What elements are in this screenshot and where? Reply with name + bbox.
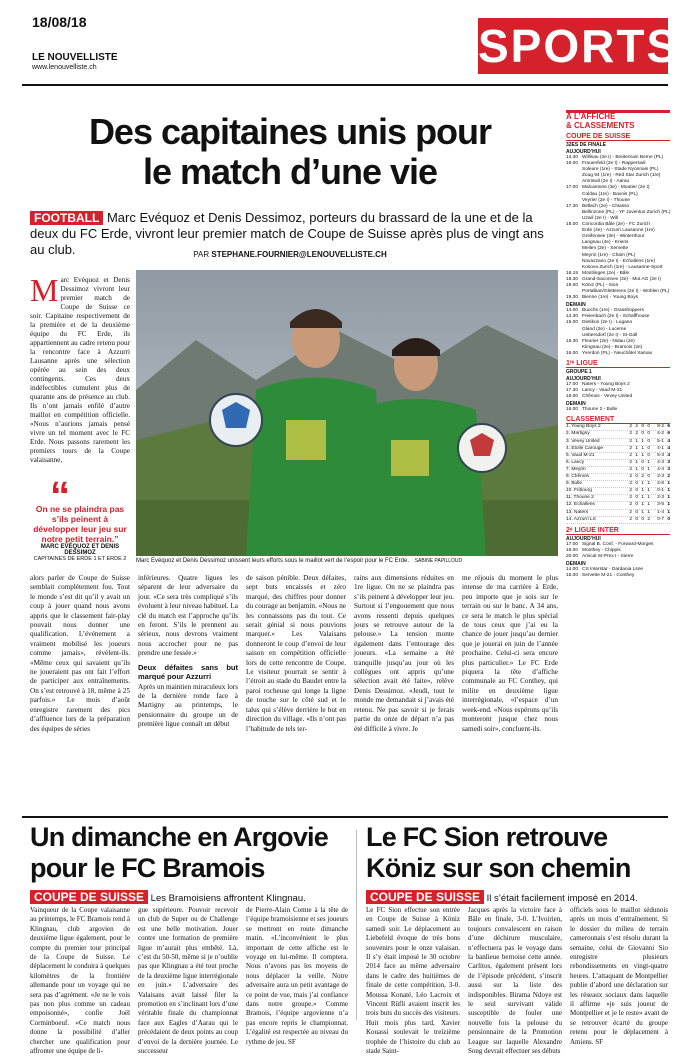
standings-games: 2 [629, 495, 632, 501]
drop-cap: M [30, 272, 59, 308]
cup-heading: COUPE DE SUISSE [566, 133, 670, 141]
standings-goal-record: 5-3 [657, 452, 664, 458]
standings-draws: 0 [641, 516, 644, 522]
fixture-match: Bellach (2e) - Chiasso [582, 203, 630, 209]
player-right-jersey [346, 399, 486, 556]
story1-headline [30, 822, 348, 884]
header-rule [22, 84, 668, 86]
fixture-match: Frauenfeld (2e I) - Rapperswil [582, 161, 646, 167]
standings-losses: 1 [647, 495, 650, 501]
standings-goal-record: 3-5 [657, 502, 664, 508]
league2-tomorrow-list [566, 567, 670, 579]
standings-points: 1 [667, 495, 670, 501]
article-subheading: Deux défaites sans but marqué pour Azzurri [138, 662, 238, 681]
quote-author-role: CAPITAINES DE ERDE 1 ET ERDE 2 [33, 556, 127, 562]
standings-draws: 0 [641, 466, 644, 472]
fixture-match: Coldau (1re) - Bavois (PL) [582, 191, 638, 197]
fixture-time: 16.00 [566, 161, 579, 167]
kicker-badge: FOOTBALL [30, 211, 103, 225]
standings-team-name: 10. Fribourg [566, 488, 592, 494]
standings-draws: 1 [641, 452, 644, 458]
fixture-match: Gland (2e) - Lucerne [582, 326, 627, 332]
standings-wins: 0 [635, 481, 638, 487]
story1-headline-line-1: Un dimanche en Argovie [30, 822, 328, 852]
story1-kicker [30, 890, 348, 904]
standings-losses: 0 [647, 424, 650, 430]
fixture-match: Buochs (1re) - Grasshoppers [582, 308, 644, 314]
fixture-time: 15.00 [566, 320, 579, 326]
standings-points: 6 [667, 431, 670, 437]
headline-line-1: Des capitaines unis pour [88, 111, 492, 152]
fixture-match: Montlingen (2e) - Bâle [582, 270, 630, 276]
standings-losses: 0 [647, 452, 650, 458]
fixture-time: 14.00 [566, 308, 579, 314]
fixture-match: Portalban/Gletterens (2e I) - Wohlen (PL) [582, 289, 670, 295]
fixture-match: Greifensee (3e) - Winterthour [582, 234, 645, 240]
newspaper-website[interactable]: www.lenouvelliste.ch [32, 64, 97, 71]
standings-row [566, 431, 670, 438]
story2-column-2: Jacques après la victoire face à Bâle en finale, 3-0. L’Ivoirien, toujours convalescent en raison d’une déchirure musculaire, n’effectuera pas le voyage dans la banlieue bernoise cette année. Carlitos, également présent lors de l’épisode précédent, s’inscrit aussi sur la liste des indisponibles. Birama Ndoye est le seul survivant valide susceptible de fouler une nouvelle fois la pelouse du pensionnaire de la Promotion League sur laquelle Alexandre Song devrait effectuer ses débuts [468, 906, 562, 1056]
fixture-row [566, 407, 670, 413]
fixture-match: Willisau (2e I) - Breitenrain Berne (PL) [582, 155, 664, 160]
standings-row [566, 453, 670, 460]
standings-team-name: 3. Vevey United [566, 438, 600, 444]
photo-caption [136, 558, 558, 564]
standings-losses: 1 [647, 488, 650, 494]
standings-goal-record: 4-1 [657, 445, 664, 451]
pull-quote: On ne se plaindra pas s’ils peinent à développer leur jeu sur notre petit terrain.” [33, 504, 127, 544]
standings-games: 2 [629, 459, 632, 465]
story2-badge: COUPE DE SUISSE [366, 890, 484, 904]
standings-games: 2 [629, 474, 632, 480]
fixture-time: 14.30 [566, 314, 579, 320]
standings-draws: 0 [641, 424, 644, 430]
standings-games: 2 [629, 424, 632, 430]
standings-wins: 0 [635, 502, 638, 508]
league1-heading: 1ʳᵉ LIGUE [566, 360, 670, 368]
fixture-match: Uebersdorf (2e I) - St-Gall [582, 332, 638, 338]
article-column-4: rains aux dimensions réduites en 1re ligue. On ne se plaindra pas s’ils peinent à développer leur jeu. Surtout si l’engouement que nous avons ressenti depuis quelques jours se retrouve autour de la pelouse.» La tension monte également dans l’entourage des joueurs. «La semaine a été tranquille jusqu’au jour où les collègues ont appris qu’une sélection avait été faite», relève Denis Dessimoz. «Jeudi, tout le monde me demandait si j’avais été retenu. Ne pas savoir si je ferais partie du onze de départ n’a pas été difficile à vivre. Je [354, 574, 454, 733]
fixture-time: 18.00 [566, 222, 579, 228]
standings-points: 3 [667, 466, 670, 472]
standings-heading: CLASSEMENT [566, 416, 670, 424]
standings-losses: 1 [647, 466, 650, 472]
standings-games: 2 [629, 452, 632, 458]
byline-prefix: PAR [193, 250, 210, 259]
lead-text: arc Evéquoz et Denis Dessimoz vivront leur premier match de Coupe de Suisse ce soir. Capitaine respectivement de la première et de la deuxième équipe du FC Erde, ils appartiennent au cadre retenu pour la rencontre face à Azzurri Lausanne après une sélection opérée au sein des deux contingents. Ces deux indéfectibles cumulent plus de quarante ans de présence au club. Ils n’ont jamais enfilé d’autre maillot en compétition officielle. «Nous n’aurions jamais pensé vivre un tel moment avec le FC Erde. Nous passons rarement les premiers tours de la Coupe valaisanne, [30, 276, 130, 464]
fixture-time: 17.30 [566, 203, 579, 209]
standings-wins: 2 [635, 431, 638, 437]
fixture-match: Meilen (3e) - Servette [582, 246, 629, 252]
story1-kicker-text: Les Bramoisiens affrontent Klingnau. [150, 893, 306, 904]
fixture-time: 18.15 [566, 270, 579, 276]
standings-goal-record: 4-6 [657, 481, 664, 487]
standings-draws: 1 [641, 502, 644, 508]
standings-draws: 1 [641, 495, 644, 501]
kicker-text: Marc Evéquoz et Denis Dessimoz, porteurs du brassard de la une et de la deux du FC Erde, vivront leur premier match de Coupe de Suisse après plus de vingt ans au club. [30, 210, 544, 257]
standings-table [566, 424, 670, 523]
standings-losses: 0 [647, 474, 650, 480]
byline-author[interactable]: STEPHANE.FOURNIER@LENOUVELLISTE.CH [211, 250, 387, 259]
quote-author-name: MARC EVÉQUOZ ET DENIS DESSIMOZ [40, 544, 120, 556]
fixture-match: Klingnau (2e) - Bramois (2e) [582, 344, 643, 350]
lead-paragraph [30, 272, 130, 465]
standings-team-name: 7. Meyrin [566, 466, 586, 472]
newspaper-name: LE NOUVELLISTE [32, 52, 118, 63]
fixture-match: Dietikon (2e I) - Lugano [582, 320, 633, 326]
fixture-match: Amical St-Prex I - Sierre [582, 553, 634, 559]
standings-row [566, 439, 670, 446]
standings-games: 2 [629, 502, 632, 508]
story2-column-3: officiels sous le maillot sédunois après un mois d’entraînement. Si le dossier du milieu de terrain camerounais s’est résolu durant la semaine, celui de Giovanni Sio enregistre plusieurs rebondissements en vingt-quatre heures. L’attaquant de Montpellier publie d’abord une déclaration sur les réseaux sociaux dans laquelle il affirme «je suis joueur de Montpellier et je le reste» avant de se retrouver écarté du groupe retenu pour le déplacement à Amiens. SF [570, 906, 668, 1046]
standings-draws: 2 [641, 474, 644, 480]
fixture-time: 20.00 [566, 553, 579, 559]
standings-losses: 0 [647, 445, 650, 451]
story1-column-1: Vainqueur de la Coupe valaisanne au printemps, le FC Bramois rend à Klingnau, club argovien de deuxième ligue également, pour le compte du premier tour principal de la Coupe de Suisse. Le déplacement le conduira à quelques kilomètres de la frontière allemande pour un voyage qui ne sera pas d’agrément. «Je ne le vois pas non plus comme un cadeau empoisonné», confie Joël Corminboeuf. «Ce match nous donne la possibilité d’aller chercher une qualification pour affronter une équipe de li- [30, 906, 130, 1056]
fixture-row [566, 394, 670, 400]
article-column-2 [138, 574, 238, 730]
league2-tomorrow-label: DEMAIN [566, 560, 586, 567]
standings-points: 4 [667, 452, 670, 458]
fixture-match: Thoune 2 - Bulle [582, 407, 618, 413]
standings-goal-record: 4-4 [657, 466, 664, 472]
fixture-time: 15.30 [566, 338, 579, 344]
standings-row [566, 517, 670, 524]
standings-losses: 1 [647, 502, 650, 508]
article-column-2-text-b: Après un maintien miraculeux lors de la dernière ronde face à Martigny au printemps, le pensionnaire du groupe un de première ligue connaît un début [138, 682, 238, 729]
standings-team-name: 12. Echallens [566, 502, 595, 508]
league1-today-list [566, 382, 670, 400]
sidebar-title-1: À L’AFFICHE [566, 112, 616, 121]
standings-goal-record: 0-7 [657, 516, 664, 522]
fixture-match: Malcantone (3e) - Moutier (2e I) [582, 185, 650, 191]
fixture-match: CS Interstar - Dardania Lsne [582, 566, 644, 572]
fixture-match: Chênois - Vevey United [582, 394, 633, 400]
story-divider [356, 830, 357, 1020]
article-column-5: me réjouis du moment le plus intense de ma carrière à Erde, peu importe que je sois sur le terrain ou sur le banc. A 34 ans, ce sera le match le plus spécial de tous ceux que j’ai eu la chance de jouer jusqu’au dernier que je jouerai en juin de l’année prochaine. Celui-ci sera encore plus particulier.» Le FC Erde piquera la tête d’affiche communale au FC Conthey, qui milite en deuxième ligue interrégionale, «l’espace d’un week-end. «Nous espérons qu’ils monteront jusque chez nous samedi soir», concluent-ils. [462, 574, 558, 733]
fixture-row [566, 573, 670, 579]
fixture-time: 19.00 [566, 282, 579, 288]
fixture-match: Meyrin (1re) - Cham (PL) [582, 252, 636, 258]
standings-points: 1 [667, 502, 670, 508]
standings-draws: 1 [641, 509, 644, 515]
standings-points: 0 [667, 516, 670, 522]
standings-team-name: 8. Chênois [566, 474, 589, 480]
story2-kicker [366, 890, 666, 904]
standings-draws: 0 [641, 459, 644, 465]
fixture-match: Novazzano (2e I) - Echallens (1re) [582, 258, 656, 264]
fixture-match: Bienne (1re) - Young Boys [582, 295, 639, 301]
fixture-match: Concordia Bâle (2e) - FC Zurich [582, 222, 650, 228]
cup-today-label: AUJOURD’HUI [566, 149, 601, 155]
fixture-row [566, 351, 670, 357]
fixture-time: 17.00 [566, 541, 579, 547]
standings-points: 6 [667, 424, 670, 430]
standings-draws: 1 [641, 445, 644, 451]
standings-team-name: 1. Young Boys 2 [566, 424, 601, 430]
article-photo [136, 270, 558, 556]
story1-column-3: de Pierre-Alain Comte à la tête de l’équipe bramoisienne et ses joueurs se mettront en route dimanche matin. «L’inconvénient le plus important de cette affiche est le voyage en lui-même. Il comptera. Nous n’avons pas les moyens de nous déplacer la veille. Notre adversaire aura un petit avantage de ce point de vue, mais j’ai confiance dans notre groupe.» Comme Bramois, l’équipe argovienne n’a pas encore repris le championnat. L’égalité est respectée au niveau du rythme de jeu. SF [246, 906, 348, 1046]
story1-column-2: gue supérieure. Pouvoir recevoir un club de Super ou de Challenge est une belle motivation. Jouer contre une formation de première ligue m’aurait plus embêté. Là, c’est du 50-50, même si je n’oublie pas que Klingnau a été tout proche de la deuxième ligue interrégionale en juin.» L’adversaire des Valaisans avait laissé filer la promotion en s’inclinant lors d’une véritable finale du championnat face aux Eagles d’Aarau qui le précédaient de deux points au coup d’envoi de la dernière journée. Le successeur [138, 906, 238, 1056]
fixture-match: Langnau (4e) - Kriens [582, 240, 629, 246]
standings-points: 1 [667, 509, 670, 515]
cup-today-list [566, 155, 670, 301]
fixture-time: 16.00 [566, 407, 579, 413]
fixture-match: Uzwil (2e I) - Will [582, 215, 618, 221]
standings-team-name: 4. Etoile Carouge [566, 445, 604, 451]
article-column-3: de saison pénible. Deux défaites, sept buts encaissés et zéro marqué, des chiffres pour donner du courage au benjamin. «Nous ne les connaissons pas du tout. Ce serait génial si nous pouvions marquer.» Les Valaisans donneront le coup d’envoi de leur saison en compétition officielle lors de cette rencontre de Coupe. Le visiteur pourrait se sentir à l’étroit au stade du Baudet entre la paroi rocheuse qui longe la ligne de touche sur le côté sud et le talus qui s’élève derrière le but en direction du village. «Ils n’ont pas l’habitude de tels ter- [246, 574, 346, 733]
standings-losses: 1 [647, 509, 650, 515]
league2-today-list [566, 542, 670, 560]
article-column-2-text: inférieures. Quatre ligues les séparent de leur adversaire du jour. «Ce sera très compliqué s’ils évoluent à leur niveau habituel. La clé du match est l’approche qu’ils en feront. S’ils le prennent au sérieux, nous devrons vraiment nous accrocher pour ne pas prendre une fessée.» [138, 574, 238, 658]
fixture-match: Servette M-21 - Conthey [582, 573, 635, 579]
article-column-1: alors parler de Coupe de Suisse semblait complètement fou. Tout le monde s’est dit qu’il y avait un coup à jouer quand nous avons appris que le classement fair-play pouvait nous donner une qualification. L’événement a vraiment mobilisé les joueurs comme jamais», révèlent-ils. «Même ceux qui savaient qu’ils ne joueraient pas ont fait l’effort de participer aux entraînements. On s’est retrouvé à 18, même à 25 parfois.» Le mois d’août enregistre rarement des pics d’affluence lors de la préparation des équipes de séries [30, 574, 130, 733]
fixture-match: Freienbach (2e I) - Schaffhouse [582, 314, 650, 320]
standings-wins: 0 [635, 488, 638, 494]
league2-heading: 2ᵉ LIGUE INTER [566, 527, 670, 535]
story2-headline [366, 822, 666, 884]
fixture-time: 19.30 [566, 295, 579, 301]
fixture-match: Fleurier (2e) - Nidau (2e) [582, 338, 635, 344]
standings-games: 2 [629, 445, 632, 451]
standings-wins: 0 [635, 495, 638, 501]
fixture-time: 18.30 [566, 276, 579, 282]
fixture-time: 17.00 [566, 185, 579, 191]
standings-losses: 1 [647, 481, 650, 487]
league1-tomorrow-list [566, 407, 670, 413]
standings-points: 2 [667, 474, 670, 480]
standings-points: 1 [667, 488, 670, 494]
standings-losses: 2 [647, 516, 650, 522]
standings-goal-record: 1-4 [657, 509, 664, 515]
standings-draws: 1 [641, 488, 644, 494]
standings-wins: 1 [635, 459, 638, 465]
league1-today-label: AUJOURD’HUI [566, 376, 601, 382]
standings-goal-record: 4-2 [657, 431, 664, 437]
standings-games: 2 [629, 488, 632, 494]
photo-illustration [136, 270, 558, 556]
section-banner: SPORTS [478, 20, 680, 72]
standings-team-name: 13. Naters [566, 509, 589, 515]
issue-date: 18/08/18 [32, 14, 87, 30]
quote-icon: “ [50, 474, 70, 518]
standings-team-name: 14. Azzurri LS [566, 516, 596, 522]
league1-group: GROUPE 1 [566, 369, 592, 375]
main-headline [30, 112, 550, 192]
standings-games: 2 [629, 509, 632, 515]
fixture-match: Monthey - Chippis [582, 547, 621, 553]
fixture-match: Zoug 94 (1re) - Red Star Zurich (1re) [582, 173, 661, 179]
cup-round: 32ES DE FINALE [566, 142, 607, 148]
standings-row [566, 502, 670, 509]
byline [30, 250, 550, 259]
caption-text: Marc Evéquoz et Denis Dessimoz unissent leurs efforts sous le maillot vert de l’espoir pour le FC Erde. [136, 558, 410, 564]
headline-line-2: le match d’une vie [142, 151, 438, 192]
fixture-time: 17.30 [566, 388, 579, 394]
photo-credit: SABINE PAPILLOUD [414, 558, 463, 564]
standings-points: 4 [667, 445, 670, 451]
standings-games: 2 [629, 481, 632, 487]
story2-column-1: Le FC Sion effectue son entrée en Coupe de Suisse à Köniz samedi soir. Le déplacement au Liebefeld évoque de très bons souvenirs pour le onze valaisan. Il s’y était imposé le 30 octobre 2014 face au même adversaire dans le cadre des huitièmes de finale de cette compétition, 3-0. Moussa Konaté, Léo Lacroix et Vincent Rüfli avaient inscrit les trois buts du succès des visiteurs. Huit mois plus tard, Xavier Kouassi soulevait le treizième trophée de l’histoire du club au stade Saint- [366, 906, 460, 1056]
standings-team-name: 9. Bulle [566, 481, 582, 487]
standings-draws: 1 [641, 438, 644, 444]
fixture-row [566, 295, 670, 301]
fixture-match: Signal B. Conf. - Forward-Morges [582, 541, 654, 547]
fixture-row [566, 554, 670, 560]
standings-team-name: 11. Thoune 2 [566, 495, 594, 501]
standings-games: 2 [629, 466, 632, 472]
standings-wins: 1 [635, 438, 638, 444]
fixture-time: 14.00 [566, 566, 579, 572]
league2-today-label: AUJOURD’HUI [566, 535, 601, 542]
fixture-match: Köniz (PL) - Sion [582, 282, 619, 288]
standings-draws: 1 [641, 481, 644, 487]
standings-row [566, 467, 670, 474]
fixture-time: 14.30 [566, 155, 579, 160]
standings-wins: 0 [635, 509, 638, 515]
fixture-match: Veyrier (2e I) - Thoune [582, 197, 630, 203]
standings-wins: 1 [635, 445, 638, 451]
standings-games: 2 [629, 431, 632, 437]
standings-goal-record: 4-3 [657, 459, 664, 465]
story2-headline-line-1: Le FC Sion retrouve [366, 822, 608, 852]
standings-wins: 1 [635, 452, 638, 458]
standings-points: 3 [667, 459, 670, 465]
cup-tomorrow-list [566, 308, 670, 357]
sidebar-title-2: & CLASSEMENTS [566, 121, 635, 130]
fixture-match: Grand-Saconnex (2e) - Mut AG (2e I) [582, 276, 661, 282]
standings-goal-record: 0-1 [657, 488, 664, 494]
standings-losses: 1 [647, 459, 650, 465]
standings-losses: 0 [647, 438, 650, 444]
fixture-match: Naters - Young Boys 2 [582, 382, 630, 387]
fixture-match: Bellinzone (PL) - YF Juventus Zurich (PL) [582, 209, 671, 215]
standings-wins: 0 [635, 474, 638, 480]
standings-goal-record: 5-1 [657, 438, 664, 444]
standings-wins: 0 [635, 516, 638, 522]
standings-team-name: 6. Lancy [566, 459, 585, 465]
story2-kicker-text: Il s’était facilement imposé en 2014. [486, 893, 638, 904]
standings-row [566, 460, 670, 467]
story1-badge: COUPE DE SUISSE [30, 890, 148, 904]
standings-team-name: 2. Martigny [566, 431, 590, 437]
fixture-time: 18.00 [566, 547, 579, 553]
story1-headline-line-2: pour le FC Bramois [30, 853, 265, 883]
standings-wins: 2 [635, 424, 638, 430]
story2-headline-line-2: Köniz sur son chemin [366, 853, 631, 883]
standings-losses: 0 [647, 431, 650, 437]
standings-wins: 1 [635, 466, 638, 472]
fixture-match: Amriswil (2e I) - Aarau [582, 179, 630, 185]
standings-points: 1 [667, 481, 670, 487]
fixture-match: Lancy - Vaud M-21 [582, 388, 623, 394]
sidebar-fixtures [566, 112, 670, 579]
standings-row [566, 446, 670, 453]
fixture-time: 18.00 [566, 394, 579, 400]
league1-tomorrow-label: DEMAIN [566, 401, 586, 408]
standings-games: 2 [629, 438, 632, 444]
pull-quote-author [30, 544, 130, 562]
standings-goal-record: 2-3 [657, 495, 664, 501]
cup-tomorrow-label: DEMAIN [566, 302, 586, 309]
standings-goal-record: 3-3 [657, 474, 664, 480]
fixture-match: Yverdon (PL) - Neuchâtel Xamax [582, 350, 653, 356]
standings-draws: 0 [641, 431, 644, 437]
fixture-match: Kosova Zurich (1re) - Lausanne-Sport [582, 264, 663, 270]
standings-row [566, 510, 670, 517]
standings-points: 4 [667, 438, 670, 444]
fixture-match: Erde (4e) - Azzurri Lausanne (1re) [582, 228, 655, 234]
fixture-match: Soleure (1re) - Stade Nyonnais (PL) [582, 167, 659, 173]
standings-goal-record: 8-2 [657, 424, 664, 430]
fixture-time: 15.00 [566, 573, 579, 579]
fixture-time: 17.00 [566, 382, 579, 387]
bottom-rule [22, 816, 668, 818]
fixture-time: 16.00 [566, 350, 579, 356]
standings-team-name: 5. Vaud M-21 [566, 452, 595, 458]
standings-games: 2 [629, 516, 632, 522]
